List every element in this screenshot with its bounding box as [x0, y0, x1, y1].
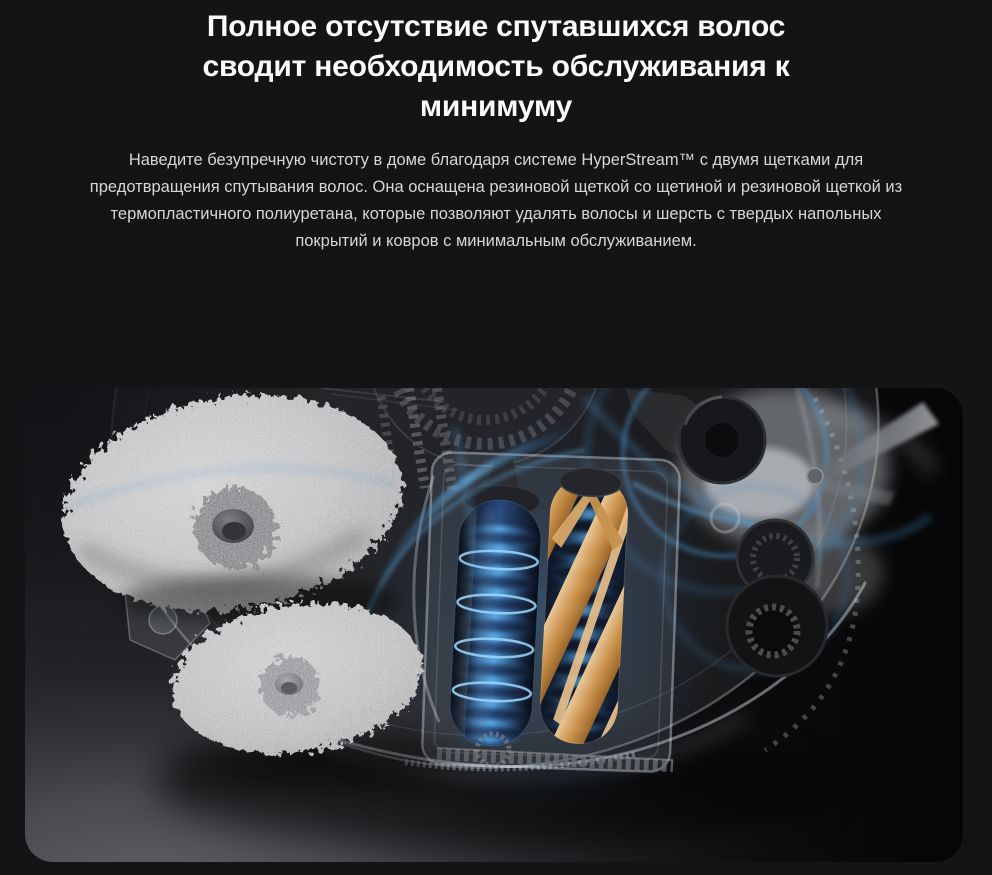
- section-title: [0, 0, 992, 127]
- title-line-3: минимуму: [419, 90, 573, 123]
- side-brush-hub: [807, 468, 823, 484]
- title-line-2: сводит необходимость обслуживания к: [202, 50, 790, 83]
- product-underside-figure: [25, 388, 963, 862]
- section-description: Наведите безупречную чистоту в доме благодаря системе HyperStream™ с двумя щетками для предотвращения спутывания волос. Она оснащена резиновой щеткой со щетиной и резиновой щеткой из термопластичного полиуретана, которые позволяют удалять волосы и шерсть с твердых напольных покрытий и ковров с минимальным обслуживанием.: [89, 151, 903, 250]
- title-line-1: Полное отсутствие спутавшихся волос: [206, 10, 786, 43]
- robot-vacuum-underside-illustration: [25, 388, 963, 862]
- mop-pad-bottom-hub: [260, 656, 320, 716]
- mop-pad-top-hub: [194, 487, 276, 569]
